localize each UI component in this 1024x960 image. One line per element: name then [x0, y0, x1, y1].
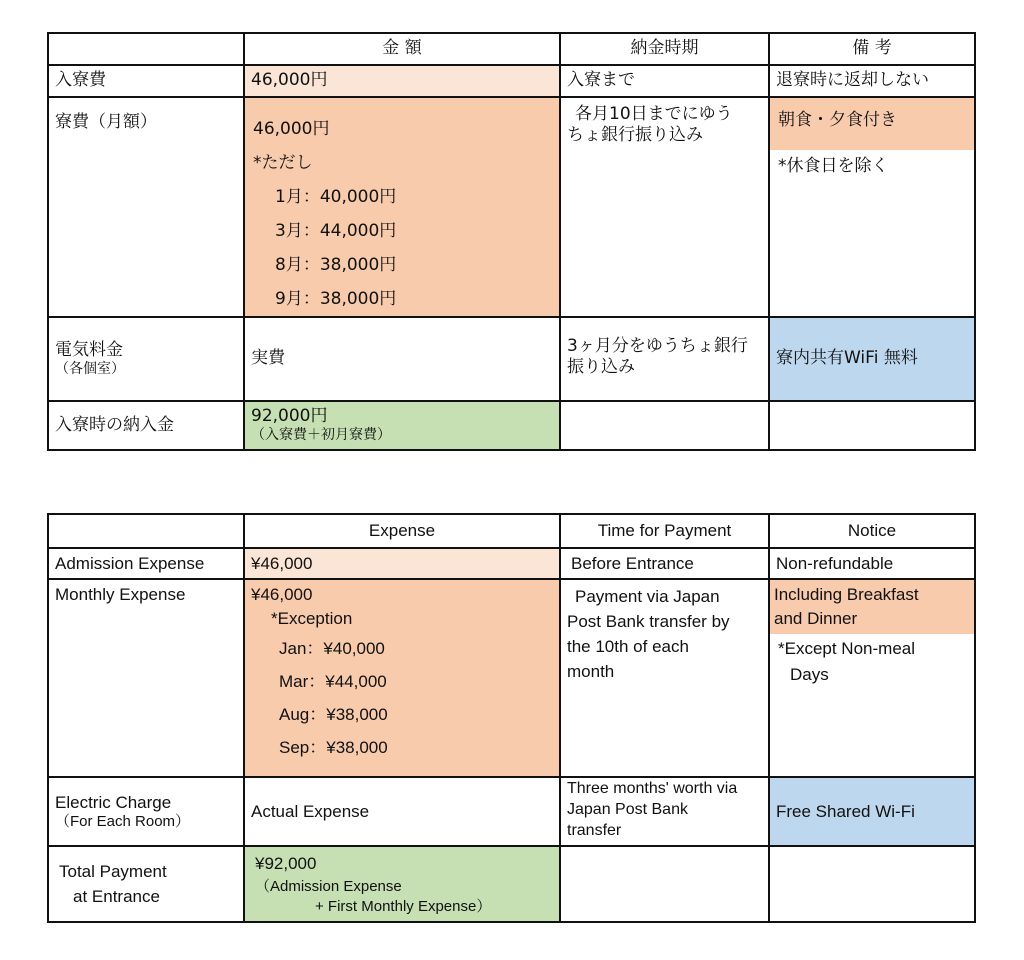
- table-row: [48, 65, 975, 97]
- header-expense: Expense: [244, 514, 560, 548]
- row-label-monthly: Monthly Expense: [48, 579, 244, 777]
- month-rate: 1月：40,000円: [275, 187, 397, 207]
- row-label-electric-cell: [48, 777, 244, 846]
- fee-table-english: [47, 513, 976, 923]
- monthly-timing-line: ちょ銀行振り込み: [567, 125, 703, 146]
- table-row: [48, 401, 975, 450]
- row-label-total-cell: [48, 846, 244, 922]
- total-amount-note: （Admission Expense: [255, 878, 402, 896]
- row-sublabel-electric: （各個室）: [55, 360, 125, 377]
- month-rate: Mar：¥44,000: [279, 671, 387, 691]
- monthly-note-exception: Days: [790, 665, 829, 685]
- total-amount-note: + First Monthly Expense）: [315, 898, 492, 916]
- monthly-amount-cell: [244, 579, 560, 777]
- monthly-amount: ¥46,000: [251, 585, 313, 605]
- row-label-electric: Electric Charge: [55, 792, 172, 812]
- electric-timing-cell: [560, 777, 769, 846]
- header-blank: [48, 514, 244, 548]
- monthly-timing-cell: [560, 97, 769, 317]
- total-amount-cell: [244, 846, 560, 922]
- total-timing: [560, 401, 769, 450]
- monthly-exception: *ただし: [253, 153, 313, 173]
- total-amount: ¥92,000: [255, 854, 317, 874]
- electric-timing-line: 3ヶ月分をゆうちょ銀行: [567, 336, 748, 356]
- header-payment-timing: 納金時期: [560, 33, 769, 65]
- admission-note: Non-refundable: [769, 548, 975, 579]
- monthly-timing-line: Post Bank transfer by: [567, 612, 730, 632]
- electric-timing-cell: [560, 317, 769, 401]
- row-label-total: at Entrance: [73, 887, 160, 907]
- header-notes: 備 考: [769, 33, 975, 65]
- row-label-electric: 電気料金: [55, 339, 123, 360]
- electric-amount: Actual Expense: [244, 777, 560, 846]
- admission-amount: ¥46,000: [244, 548, 560, 579]
- total-note: [769, 846, 975, 922]
- row-label-total: Total Payment: [59, 862, 167, 882]
- table-row: [48, 548, 975, 579]
- month-rate: Aug：¥38,000: [279, 704, 388, 724]
- month-rate: 3月：44,000円: [275, 221, 397, 241]
- fee-table-japanese: [47, 32, 976, 451]
- admission-amount: 46,000円: [244, 65, 560, 97]
- table-row: [48, 846, 975, 922]
- monthly-note-exception: *休食日を除く: [778, 156, 889, 176]
- monthly-timing-line: the 10th of each: [567, 637, 689, 657]
- table-row: [48, 579, 975, 777]
- row-label-electric-cell: [48, 317, 244, 401]
- header-blank: [48, 33, 244, 65]
- monthly-note-meals: and Dinner: [774, 609, 858, 629]
- monthly-note-meals: Including Breakfast: [774, 585, 919, 605]
- electric-note: Free Shared Wi-Fi: [769, 777, 975, 846]
- row-sublabel-electric: （For Each Room）: [55, 813, 191, 830]
- month-rate: 9月：38,000円: [275, 289, 397, 309]
- monthly-note-cell: [769, 97, 975, 317]
- electric-timing-line: Japan Post Bank: [567, 801, 688, 819]
- total-timing: [560, 846, 769, 922]
- header-amount: 金 額: [244, 33, 560, 65]
- electric-note: 寮内共有WiFi 無料: [769, 317, 975, 401]
- monthly-exception: *Exception: [271, 608, 353, 628]
- month-rate: Jan：¥40,000: [279, 638, 385, 658]
- total-amount: 92,000円: [251, 406, 328, 426]
- electric-timing-line: Three months' worth via: [567, 780, 738, 798]
- monthly-timing-line: month: [567, 662, 615, 682]
- row-label-monthly: 寮費（月額）: [48, 97, 244, 317]
- monthly-note-cell: [769, 579, 975, 777]
- header-notice: Notice: [769, 514, 975, 548]
- table-row: [48, 97, 975, 317]
- table-row: [48, 777, 975, 846]
- monthly-amount: 46,000円: [253, 119, 330, 139]
- electric-amount: 実費: [244, 317, 560, 401]
- admission-timing: 入寮まで: [560, 65, 769, 97]
- row-label-total: 入寮時の納入金: [48, 401, 244, 450]
- total-amount-note: （入寮費＋初月寮費）: [251, 427, 391, 444]
- total-note: [769, 401, 975, 450]
- admission-timing: Before Entrance: [560, 548, 769, 579]
- electric-timing-line: transfer: [567, 822, 622, 840]
- electric-timing-line: 振り込み: [567, 357, 635, 378]
- monthly-note-meals: 朝食・夕食付き: [770, 98, 974, 150]
- monthly-note-exception: *Except Non-meal: [778, 639, 916, 659]
- monthly-amount-cell: [244, 97, 560, 317]
- month-rate: Sep：¥38,000: [279, 737, 388, 757]
- month-rate: 8月：38,000円: [275, 255, 397, 275]
- monthly-timing-line: 各月10日までにゆう: [575, 104, 733, 124]
- admission-note: 退寮時に返却しない: [769, 65, 975, 97]
- row-label-admission: 入寮費: [48, 65, 244, 97]
- monthly-timing-line: Payment via Japan: [575, 587, 720, 607]
- monthly-timing-cell: [560, 579, 769, 777]
- header-time-for-payment: Time for Payment: [560, 514, 769, 548]
- total-amount-cell: [244, 401, 560, 450]
- row-label-admission: Admission Expense: [48, 548, 244, 579]
- table-row: [48, 317, 975, 401]
